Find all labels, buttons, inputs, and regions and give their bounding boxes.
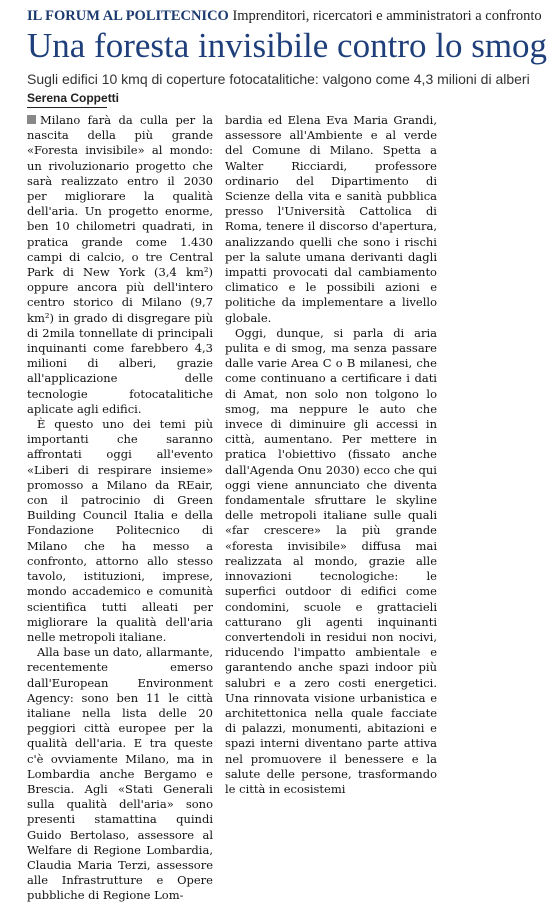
square-bullet-icon <box>27 115 36 124</box>
column-2 <box>225 113 437 797</box>
paragraph: Oggi, dunque, si parla di aria pulita e di smog, ma senza passare dalle varie Area C o B milanesi, che come continuano a certificare i dati di Amat, non solo non tolgono lo smog, ma neppure le auto che invece di diminuire gli accessi in città, aumentano. Per mettere in pratica l'obiettivo (fissato anche dall'Agenda Onu 2030) ecco che qui oggi viene annunciato che diventa fondamentale sfruttare le skyline delle metropoli italiane sulle quali «far crescere» la più grande «foresta invisibile» diffusa mai realizzata al mondo, grazie alle innovazioni tecnologiche: le superfici outdoor di edifici come condomini, scuole e grattacieli catturano gli agenti inquinanti convertendoli in residui non nocivi, riducendo l'impatto ambientale e garantendo anche spazi indoor più salubri e a zero costi energetici. Una rinnovata visione urbanistica e architettonica nella quale facciate di palazzi, monumenti, abitazioni e spazi interni diventano parte attiva nel promuovere il benessere e la salute delle persone, trasformando le città in ecosistemi <box>225 325 437 796</box>
byline-underline <box>27 107 107 108</box>
column-1-frame <box>27 113 213 903</box>
column-1 <box>27 113 213 904</box>
column-2-frame <box>225 113 439 796</box>
paragraph: È questo uno dei temi più importanti che saranno affrontati oggi all'evento «Liberi di respirare insieme» promosso a Milano da REair, con il patrocinio di Green Building Council Italia e della Fondazione Politecnico di Milano che ha messo a confronto, attorno allo stesso tavolo, istituzioni, imprese, mondo accademico e comunità scientifica tutti alleati per migliorare la qualità dell'aria nelle metropoli italiane. <box>27 417 213 644</box>
kicker <box>27 7 547 25</box>
kicker-text: Imprenditori, ricercatori e amministratori a confronto <box>232 8 542 24</box>
byline: Serena Coppetti <box>27 91 120 105</box>
paragraph: Alla base un dato, allarmante, recentemente emerso dall'European Environment Agency: sono ben 11 le città italiane nella lista delle 20 peggiori città europee per la qualità dell'aria. E tra queste c'è ovviamente Milano, ma in Lombardia anche Bergamo e Brescia. Agli «Stati Generali sulla qualità dell'aria» sono presenti stamattina quindi Guido Bertolaso, assessore al Welfare di Regione Lombardia, Claudia Maria Terzi, assessore alle Infrastrutture e Opere pubbliche di Regione Lom- <box>27 645 213 903</box>
headline: Una foresta invisibile contro lo smog <box>27 26 548 65</box>
subhead: Sugli edifici 10 kmq di coperture fotocatalitiche: valgono come 4,3 milioni di alberi <box>27 71 530 87</box>
paragraph <box>27 113 213 417</box>
paragraph-text: Milano farà da culla per la nascita della più grande «Foresta invisibile» al mondo: un rivoluzionario progetto che sarà realizzato entro il 2030 per migliorare la qualità dell'aria. Un progetto enorme, ben 10 chilometri quadrati, in pratica grande come 1.430 campi di calcio, o tre Central Park di New York (3,4 km²) oppure ancora più dell'intero centro storico di Milano (9,7 km²) in grado di disgregare più di 2mila tonnellate di principali inquinanti come farebbero 4,3 milioni di alberi, grazie all'applicazione delle tecnologie fotocatalitiche aplicate agli edifici. <box>27 113 213 416</box>
paragraph: bardia ed Elena Eva Maria Grandi, assessore all'Ambiente e al verde del Comune di Milano. Spetta a Walter Ricciardi, professore ordinario del Dipartimento di Scienze della vita e sanità pubblica presso l'Università Cattolica di Roma, tenere il discorso d'apertura, analizzando quelli che sono i rischi per la salute umana derivanti dagli impatti provocati dal cambiamento climatico e le possibili azioni e politiche da implementare a livello globale. <box>225 113 437 325</box>
kicker-label: IL FORUM AL POLITECNICO <box>27 8 229 24</box>
